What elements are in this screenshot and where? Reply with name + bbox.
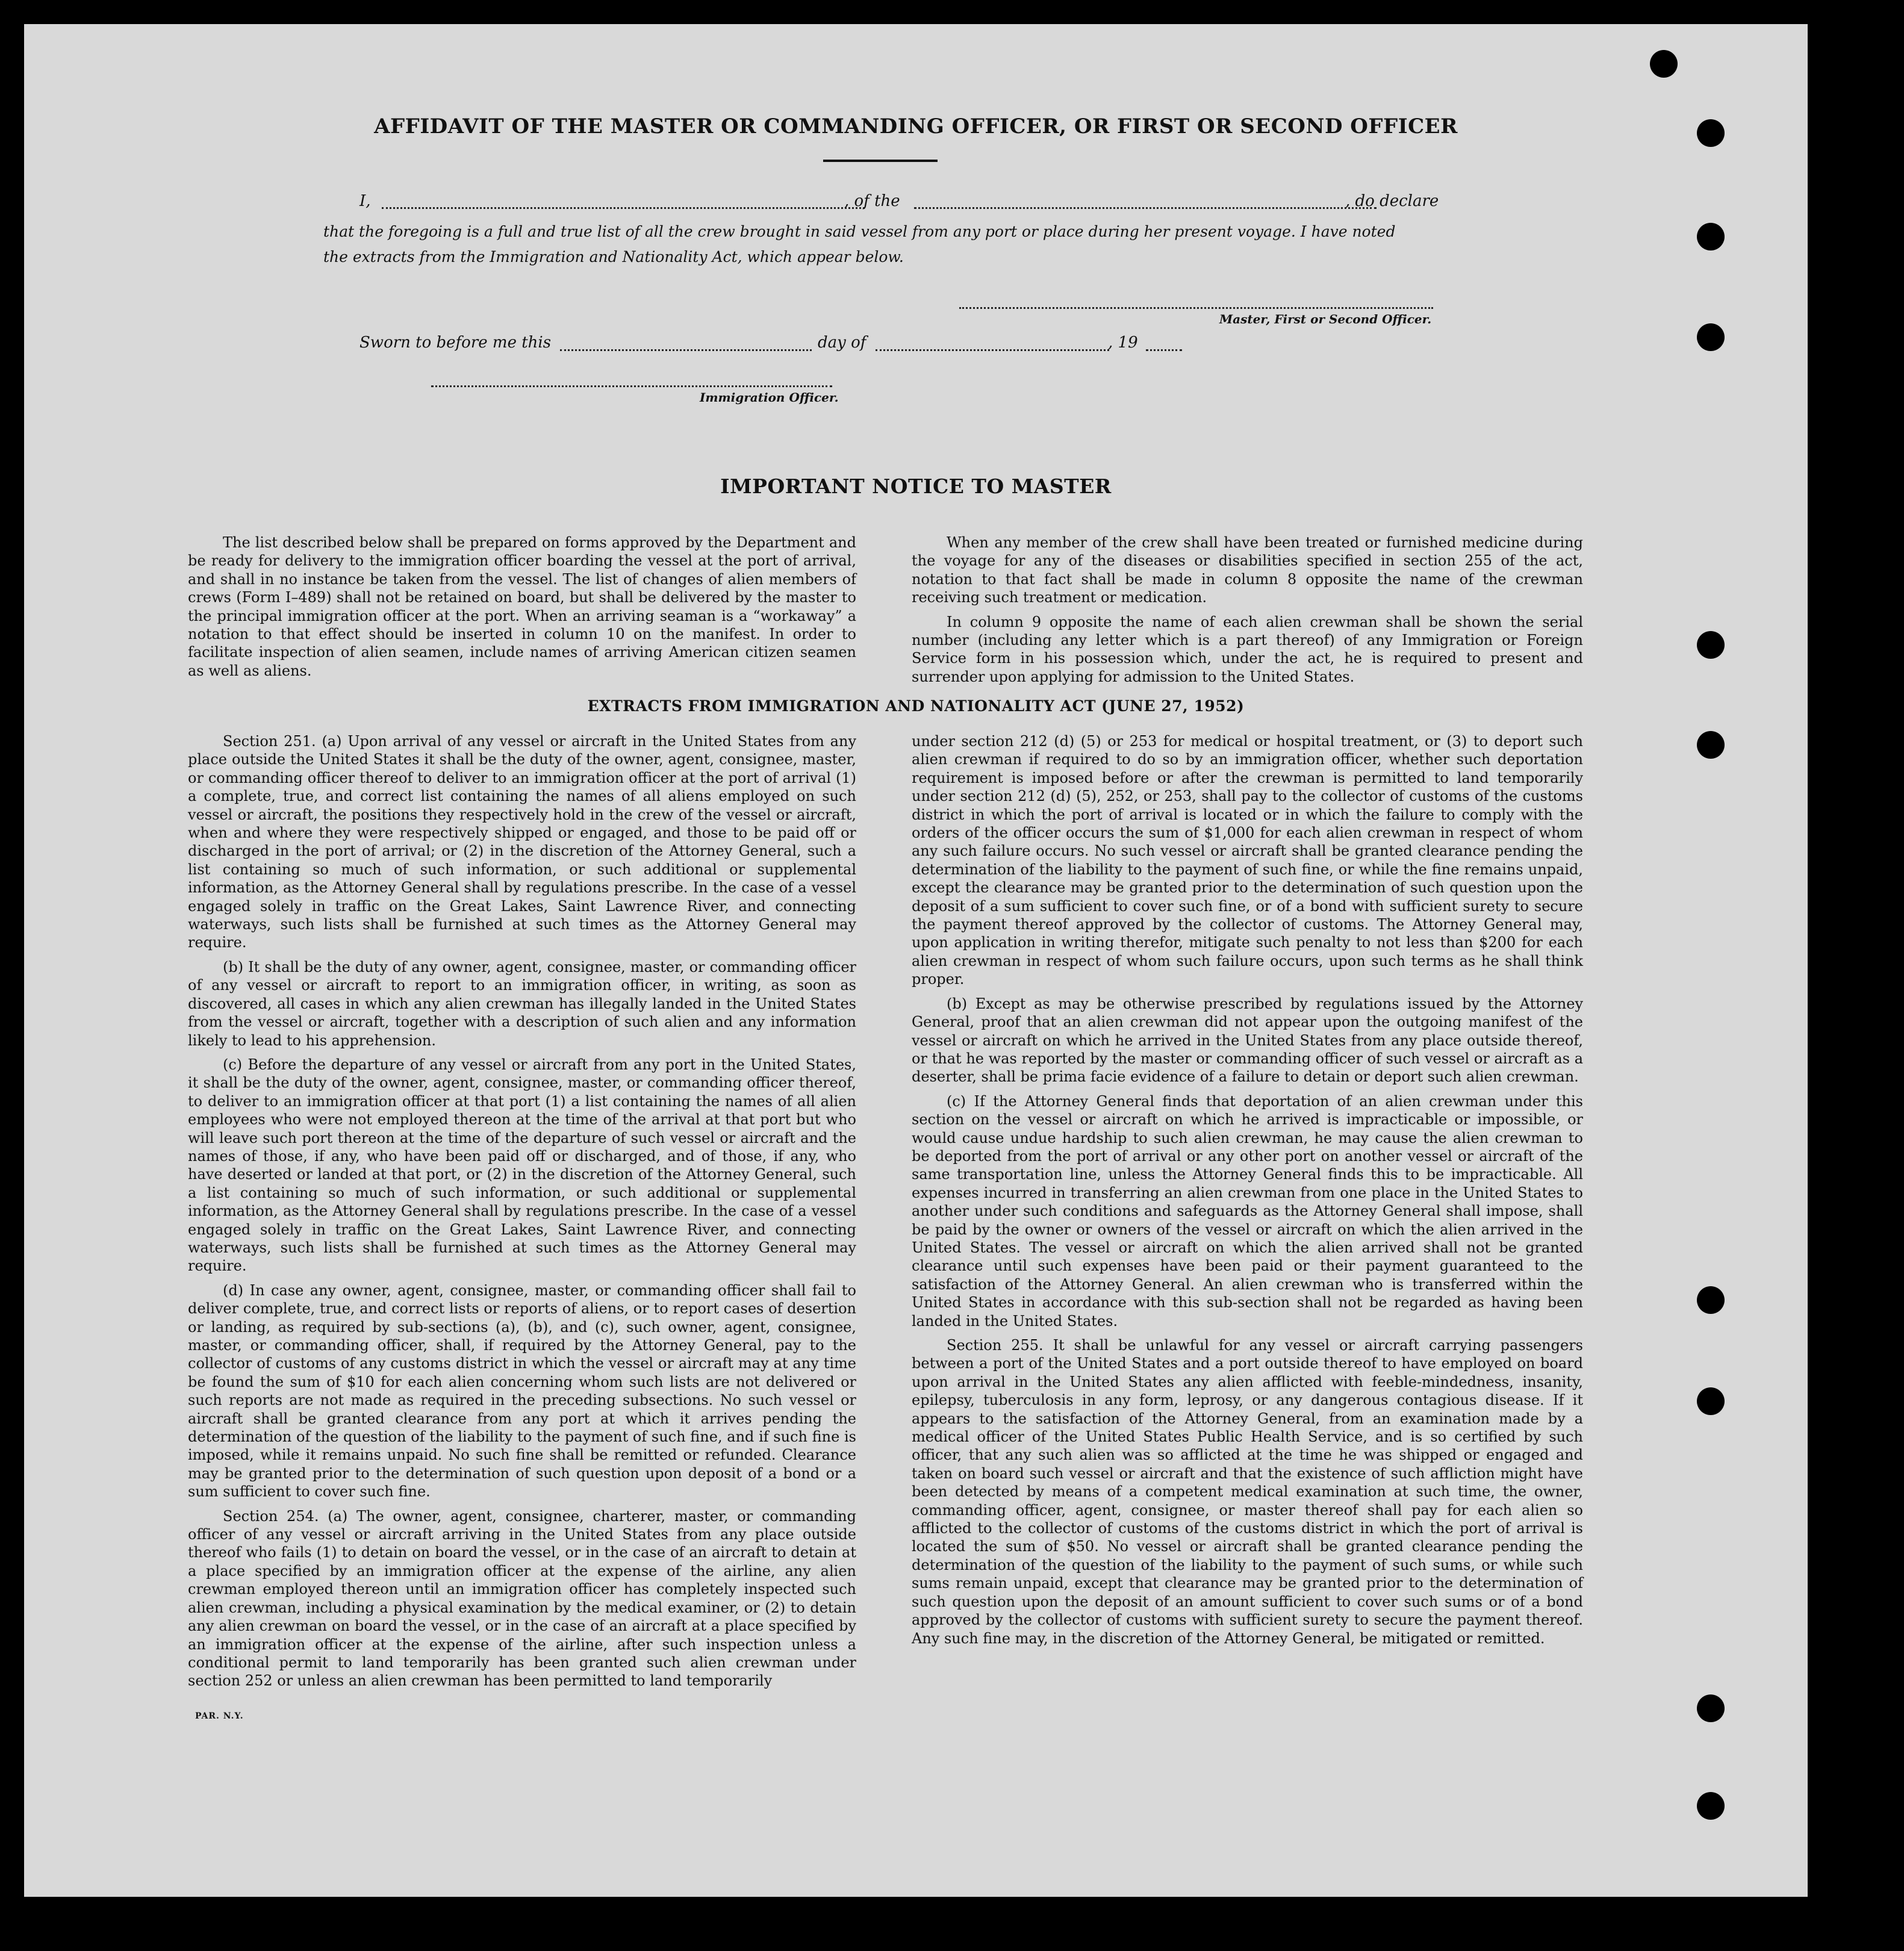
master-signature-caption: Master, First or Second Officer.: [1219, 312, 1432, 326]
affidavit-statement-2: the extracts from the Immigration and Nationality Act, which appear below.: [323, 248, 904, 266]
extract-paragraph: Section 255. It shall be unlawful for any vessel or aircraft carrying passengers between a port of the United States and a port outside thereof to have employed on board upon arrival in the United States any alien afflicted with feeble-mindedness, insanity, epilepsy, tuberculosis in any form, leprosy, or any dangerous contagious disease. If it appears to the satisfaction of the Attorney General, from an examination made by a medical officer of the United States Public Health Service, and is so certified by such officer, that any such alien was so afflicted at the time he was shipped or engaged and taken on board such vessel or aircraft and that the existence of such affliction might have been detected by means of a competent medical examination at such time, the owner, commanding officer, agent, consignee, or master thereof shall pay for each alien so afflicted to the collector of customs of the customs district in which the port of arrival is located the sum of $50. No vessel or aircraft shall be granted clearance pending the determination of the question of the liability to the payment of such sums, or while such sums remain unpaid, except that clearance may be granted prior to the determination of such question upon the deposit of an amount sufficient to cover such sums or of a bond approved by the collector of customs with sufficient surety to secure the payment thereof. Any such fine may, in the discretion of the Attorney General, be mitigated or remitted.: [912, 1337, 1583, 1647]
extracts-right-column: [912, 732, 1583, 1654]
sworn-year-field[interactable]: [1146, 349, 1182, 351]
binder-hole: [1697, 323, 1725, 351]
notice-left-column: [188, 534, 856, 686]
binder-hole: [1697, 1387, 1725, 1415]
notice-paragraph: When any member of the crew shall have been treated or furnished medicine during the voyage for any of the diseases or disabilities specified in section 255 of the act, notation to that fact shall be made in column 8 opposite the name of the crewman receiving such treatment or medication.: [912, 534, 1583, 606]
extract-paragraph: (b) Except as may be otherwise prescribed by regulations issued by the Attorney General, proof that an alien crewman did not appear upon the outgoing manifest of the vessel or aircraft on which he arrived in the United States from any place outside thereof, or that he was reported by the master or commanding officer of such vessel or aircraft as a deserter, shall be prima facie evidence of a failure to detain or deport such alien crewman.: [912, 995, 1583, 1086]
master-signature-field[interactable]: [959, 307, 1433, 309]
sworn-month-field[interactable]: [876, 349, 1109, 351]
of-the-label: , of the: [844, 192, 900, 210]
immigration-officer-caption: Immigration Officer.: [700, 390, 839, 405]
extract-paragraph: (c) Before the departure of any vessel or aircraft from any port in the United States, it shall be the duty of the owner, agent, consignee, master, or commanding officer thereof, to deliver to an immigration officer at that port (1) a list containing the names of all alien employees who were not employed thereon at the time of the arrival at that port but who will leave such port thereon at the time of the departure of such vessel or aircraft and the names of those, if any, who have been paid off or discharged, and of those, if any, who have deserted or landed at that port, or (2) in the discretion of the Attorney General, such a list containing so much of such information, or such additional or supplemental information, as the Attorney General shall by regulations prescribe. In the case of a vessel engaged solely in traffic on the Great Lakes, Saint Lawrence River, and connecting waterways, such lists shall be furnished at such times as the Attorney General may require.: [188, 1056, 856, 1275]
immigration-officer-signature-field[interactable]: [431, 385, 832, 387]
binder-hole: [1650, 50, 1678, 78]
affidavit-title: AFFIDAVIT OF THE MASTER OR COMMANDING OFFICER, OR FIRST OR SECOND OFFICER: [374, 114, 1458, 138]
binder-hole: [1697, 1694, 1725, 1722]
extract-paragraph: Section 254. (a) The owner, agent, consignee, charterer, master, or commanding officer of any vessel or aircraft arriving in the United States from any place outside thereof who fails (1) to detain on board the vessel, or in the case of an aircraft to detain at a place specified by an immigration officer at the expense of the airline, any alien crewman employed thereon until an immigration officer has completely inspected such alien crewman, including a physical examination by the medical examiner, or (2) to detain any alien crewman on board the vessel, or in the case of an aircraft at a place specified by an immigration officer at the expense of the airline, after such inspection unless a conditional permit to land temporarily has been granted such alien crewman under section 252 or unless an alien crewman has been permitted to land temporarily: [188, 1507, 856, 1690]
affidavit-i-label: I,: [359, 192, 371, 210]
affidavit-statement-1: that the foregoing is a full and true list of all the crew brought in said vessel from any port or place during her present voyage. I have noted: [323, 223, 1396, 240]
notice-title: IMPORTANT NOTICE TO MASTER: [720, 475, 1112, 498]
binder-hole: [1697, 1792, 1725, 1820]
sworn-day-field[interactable]: [560, 349, 812, 351]
do-declare-label: , do declare: [1345, 192, 1439, 210]
name-field[interactable]: [382, 207, 865, 209]
sworn-label: Sworn to before me this: [359, 334, 552, 352]
document-page: [24, 24, 1808, 1897]
extract-paragraph: under section 212 (d) (5) or 253 for medical or hospital treatment, or (3) to deport such alien crewman if required to do so by an immigration officer, whether such deportation requirement is imposed before or after the crewman is permitted to land temporarily under section 212 (d) (5), 252, or 253, shall pay to the collector of customs of the customs district in which the port of arrival is located or in which the failure to comply with the orders of the officer occurs the sum of $1,000 for each alien crewman in respect of whom any such failure occurs. No such vessel or aircraft shall be granted clearance pending the determination of the liability to the payment of such fine, or while the fine remains unpaid, except the clearance may be granted prior to the determination of such question upon the deposit of a sum sufficient to cover such fine, or of a bond with sufficient surety to secure the payment thereof approved by the collector of customs. The Attorney General may, upon application in writing therefor, mitigate such penalty to not less than $200 for each alien crewman in respect of whom such failure occurs, upon such terms as he shall think proper.: [912, 733, 1583, 988]
binder-hole: [1697, 1286, 1725, 1314]
binder-hole: [1697, 631, 1725, 659]
title-rule: [823, 160, 938, 162]
binder-hole: [1697, 731, 1725, 759]
binder-hole: [1697, 223, 1725, 250]
vessel-field[interactable]: [914, 207, 1377, 209]
extract-paragraph: Section 251. (a) Upon arrival of any vessel or aircraft in the United States from any place outside the United States it shall be the duty of the owner, agent, consignee, master, or commanding officer thereof to deliver to an immigration officer at the port of arrival (1) a complete, true, and correct list containing the names of all aliens employed on such vessel or aircraft, the positions they respectively hold in the crew of the vessel or aircraft, when and where they were respectively shipped or engaged, and those to be paid off or discharged in the port of arrival; or (2) in the discretion of the Attorney General, such a list containing so much of such information, or such additional or supplemental information, as the Attorney General shall by regulations prescribe. In the case of a vessel engaged solely in traffic on the Great Lakes, Saint Lawrence River, and connecting waterways, such lists shall be furnished at such times as the Attorney General may require.: [188, 733, 856, 951]
extracts-title: EXTRACTS FROM IMMIGRATION AND NATIONALITY ACT (JUNE 27, 1952): [587, 697, 1245, 715]
extract-paragraph: (d) In case any owner, agent, consignee, master, or commanding officer shall fail to deliver complete, true, and correct lists or reports of aliens, or to report cases of desertion or landing, as required by sub-sections (a), (b), and (c), such owner, agent, consignee, master, or commanding officer, shall, if required by the Attorney General, pay to the collector of customs of any customs district in which the vessel or aircraft may at any time be found the sum of $10 for each alien concerning whom such lists are not delivered or such reports are not made as required in the preceding subsections. No such vessel or aircraft shall be granted clearance from any port at which it arrives pending the determination of the question of the liability to the payment of such fine, and if such fine is imposed, while it remains unpaid. No such fine shall be remitted or refunded. Clearance may be granted prior to the determination of such question upon deposit of a bond or a sum sufficient to cover such fine.: [188, 1281, 856, 1501]
extract-paragraph: (c) If the Attorney General finds that deportation of an alien crewman under this section on the vessel or aircraft on which he arrived is impracticable or impossible, or would cause undue hardship to such alien crewman, he may cause the alien crewman to be deported from the port of arrival or any other port on another vessel or aircraft of the same transportation line, unless the Attorney General finds this to be impracticable. All expenses incurred in transferring an alien crewman from one place in the United States to another under such conditions and safeguards as the Attorney General shall impose, shall be paid by the owner or owners of the vessel or aircraft on which the alien arrived in the United States. The vessel or aircraft on which the alien arrived shall not be granted clearance until such expenses have been paid or their payment guaranteed to the satisfaction of the Attorney General. An alien crewman who is transferred within the United States in accordance with this sub-section shall not be regarded as having been landed in the United States.: [912, 1092, 1583, 1330]
extracts-left-column: [188, 732, 856, 1696]
printer-mark: PAR. N.Y.: [195, 1711, 244, 1721]
year-label: , 19: [1108, 334, 1138, 352]
notice-paragraph: The list described below shall be prepared on forms approved by the Department and be ready for delivery to the immigration officer boarding the vessel at the port of arrival, and shall in no instance be taken from the vessel. The list of changes of alien members of crews (Form I–489) shall not be retained on board, but shall be delivered by the master to the principal immigration officer at the port. When an arriving seaman is a “workaway” a notation to that effect should be inserted in column 10 on the manifest. In order to facilitate inspection of alien seamen, include names of arriving American citizen seamen as well as aliens.: [188, 534, 856, 679]
notice-right-column: [912, 534, 1583, 692]
day-of-label: day of: [818, 334, 866, 352]
extract-paragraph: (b) It shall be the duty of any owner, agent, consignee, master, or commanding officer of any vessel or aircraft to report to an immigration officer, in writing, as soon as discovered, all cases in which any alien crewman has illegally landed in the United States from the vessel or aircraft, together with a description of such alien and any information likely to lead to his apprehension.: [188, 958, 856, 1049]
notice-paragraph: In column 9 opposite the name of each alien crewman shall be shown the serial number (including any letter which is a part thereof) of any Immigration or Foreign Service form in his possession which, under the act, he is required to present and surrender upon applying for admission to the United States.: [912, 613, 1583, 685]
